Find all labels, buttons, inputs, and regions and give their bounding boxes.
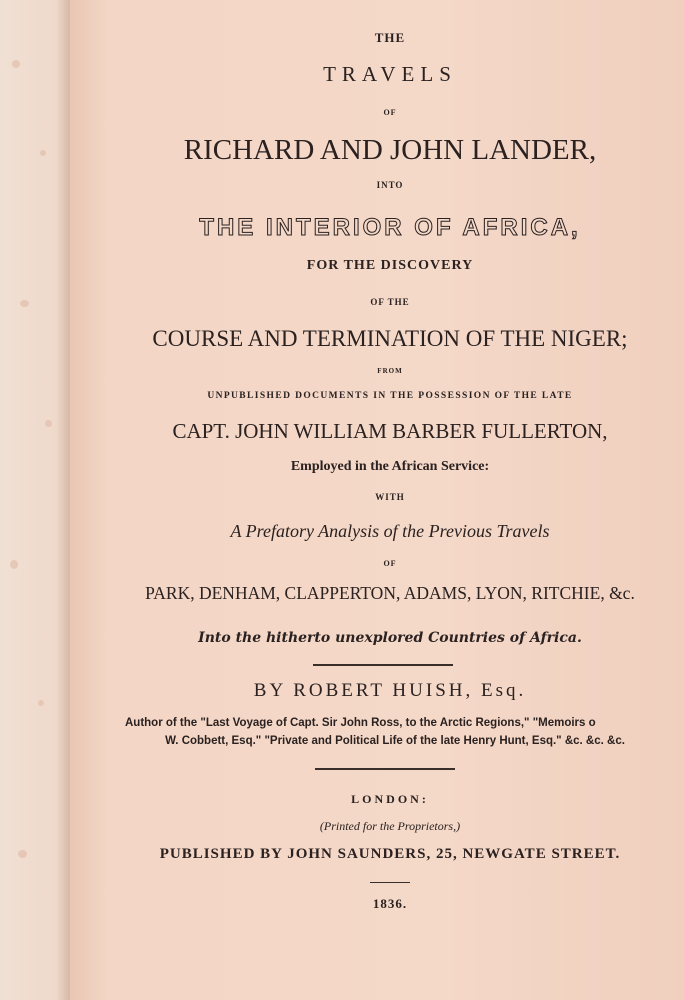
- line-interior: THE INTERIOR OF AFRICA,: [199, 214, 581, 241]
- line-unpublished: UNPUBLISHED DOCUMENTS IN THE POSSESSION OF THE LATE: [207, 391, 573, 401]
- line-year: 1836.: [372, 896, 408, 911]
- line-discovery: FOR THE DISCOVERY: [306, 258, 474, 273]
- line-author-works-1: Author of the "Last Voyage of Capt. Sir John Ross, to the Arctic Regions," "Memoirs o: [125, 717, 596, 729]
- line-into: INTO: [376, 180, 404, 190]
- line-of: OF: [383, 108, 397, 117]
- line-course: COURSE AND TERMINATION OF THE NIGER;: [152, 326, 628, 351]
- line-employed: Employed in the African Service:: [290, 459, 490, 474]
- line-author-works-2: W. Cobbett, Esq." "Private and Political Life of the late Henry Hunt, Esq." &c. &c. &c.: [165, 735, 625, 747]
- line-with: WITH: [375, 492, 405, 502]
- line-from: FROM: [377, 367, 403, 375]
- line-capt: CAPT. JOHN WILLIAM BARBER FULLERTON,: [172, 419, 608, 443]
- line-printed: (Printed for the Proprietors,): [319, 819, 461, 833]
- line-london: LONDON:: [351, 792, 429, 806]
- line-blackletter: Into the hitherto unexplored Countries of Africa.: [198, 630, 582, 646]
- left-margin-page: [0, 0, 70, 1000]
- line-authors: RICHARD AND JOHN LANDER,: [183, 134, 597, 166]
- line-explorers: PARK, DENHAM, CLAPPERTON, ADAMS, LYON, RITCHIE, &c.: [145, 583, 635, 603]
- line-by-author: BY ROBERT HUISH, Esq.: [253, 680, 527, 701]
- line-prefatory: A Prefatory Analysis of the Previous Travels: [230, 521, 550, 541]
- line-of-the: OF THE: [370, 297, 410, 307]
- line-published: PUBLISHED BY JOHN SAUNDERS, 25, NEWGATE STREET.: [159, 846, 621, 862]
- divider: [315, 768, 455, 770]
- line-travels: TRAVELS: [323, 62, 457, 86]
- line-the: THE: [374, 30, 406, 45]
- divider: [370, 882, 410, 883]
- divider: [313, 664, 453, 666]
- line-of-2: OF: [383, 559, 397, 568]
